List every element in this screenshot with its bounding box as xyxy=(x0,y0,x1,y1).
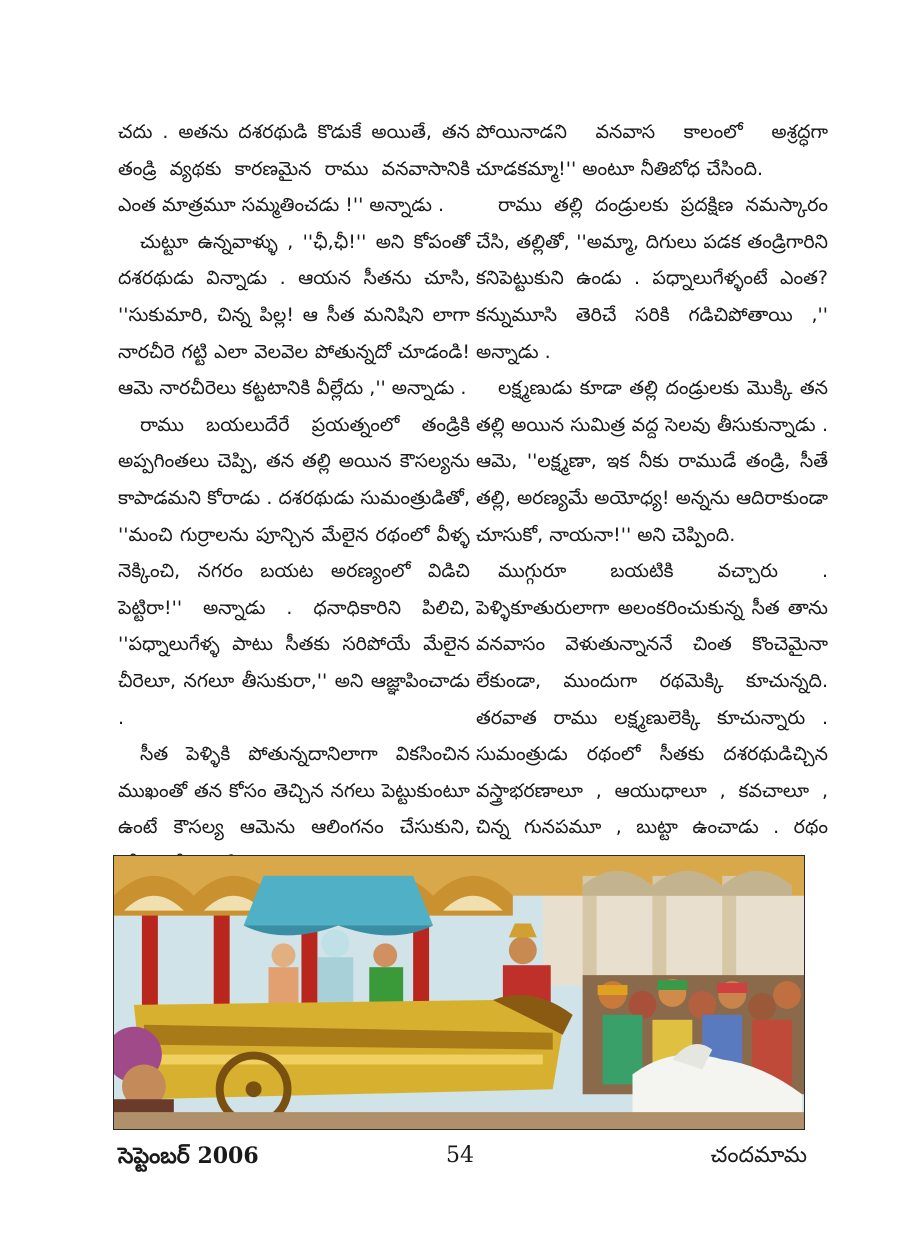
page-number: 54 xyxy=(446,1143,474,1168)
paragraph: రాము బయలుదేరే ప్రయత్నంలో తండ్రికి అప్పగింతలు చెప్పి, తన తల్లి అయిన కౌసల్యను కాపాడమని కోరాడు . దశరథుడు సుమంత్రుడితో, ''మంచి గుర్రాలను పూన్చిన మేలైన రథంలో వీళ్ళ నెక్కించి, నగరం బయట అరణ్యంలో విడిచి పెట్టిరా!'' అన్నాడు . ధనాధికారిని పిలిచి, ''పధ్నాలుగేళ్ళ పాటు సీతకు సరిపోయే మేలైన చీరెలూ, నగలూ తీసుకురా,'' అని ఆజ్ఞాపించాడు . xyxy=(118,413,470,729)
paragraph: చుట్టూ ఉన్నవాళ్ళు , ''ఛీ,ఛీ!'' అని కోపంతో దశరథుడు విన్నాడు . ఆయన సీతను చూసి, ''సుకుమారి, చిన్న పిల్ల! ఆ సీత మనిషిని లాగా నారచీరె గట్టి ఎలా వెలవెల పోతున్నదో చూడండి! ఆమె నారచీరెలు కట్టటానికి వీల్లేదు ,'' అన్నాడు . xyxy=(118,230,470,400)
magazine-name: చందమామ xyxy=(710,1143,807,1168)
illustration-artwork xyxy=(114,856,804,1129)
paragraph: చదు . అతను దశరథుడి కొడుకే అయితే, తన తండ్రి వ్యథకు కారణమైన రాము వనవాసానికి ఎంత మాత్రమూ సమ్మతించడు !'' అన్నాడు . xyxy=(118,121,470,217)
chariot-illustration xyxy=(113,855,805,1130)
paragraph: పోయినాడని వనవాస కాలంలో అశ్రద్ధగా చూడకమ్మా!'' అంటూ నీతిబోధ చేసింది. xyxy=(476,121,828,180)
paragraph: లక్ష్మణుడు కూడా తల్లి దండ్రులకు మొక్కి తన తల్లి అయిన సుమిత్ర వద్ద సెలవు తీసుకున్నాడు . ఆమె, ''లక్ష్మణా, ఇక నీకు రాముడే తండ్రి, సీతే తల్లి, అరణ్యమే అయోధ్య! అన్నను ఆదిరాకుండా చూసుకో, నాయనా!'' అని చెప్పింది. xyxy=(476,377,828,546)
paragraph: ముగ్గురూ బయటికి వచ్చారు . పెళ్ళికూతురులాగా అలంకరించుకున్న సీత తాను వనవాసం వెళుతున్నాననే చింత కొంచెమైనా లేకుండా, ముందుగా రథమెక్కి కూచున్నది. తరవాత రాము లక్ష్మణులెక్కి కూచున్నారు . సుమంత్రుడు రథంలో సీతకు దశరథుడిచ్చిన వస్త్రాభరణాలూ , ఆయుధాలూ , కవచాలూ , చిన్న గునపమూ , బుట్టా ఉంచాడు . రథం xyxy=(476,560,828,839)
right-text-column xyxy=(476,114,828,882)
issue-date: సెప్టెంబర్ 2006 xyxy=(118,1143,259,1169)
paragraph: సీత పెళ్ళికి పోతున్నదానిలాగా వికసించిన ముఖంతో తన కోసం తెచ్చిన నగలు పెట్టుకుంటూ ఉంటే కౌసల్య ఆమెను ఆలింగనం చేసుకుని, xyxy=(118,743,470,839)
left-text-column xyxy=(118,114,470,882)
paragraph: రాము తల్లి దండ్రులకు ప్రదక్షిణ నమస్కారం చేసి, తల్లితో, ''అమ్మా, దిగులు పడక తండ్రిగారిని కనిపెట్టుకుని ఉండు . పధ్నాలుగేళ్ళంటే ఎంత? కన్నుమూసి తెరిచే సరికి గడిచిపోతాయి ,'' అన్నాడు . xyxy=(476,194,828,363)
